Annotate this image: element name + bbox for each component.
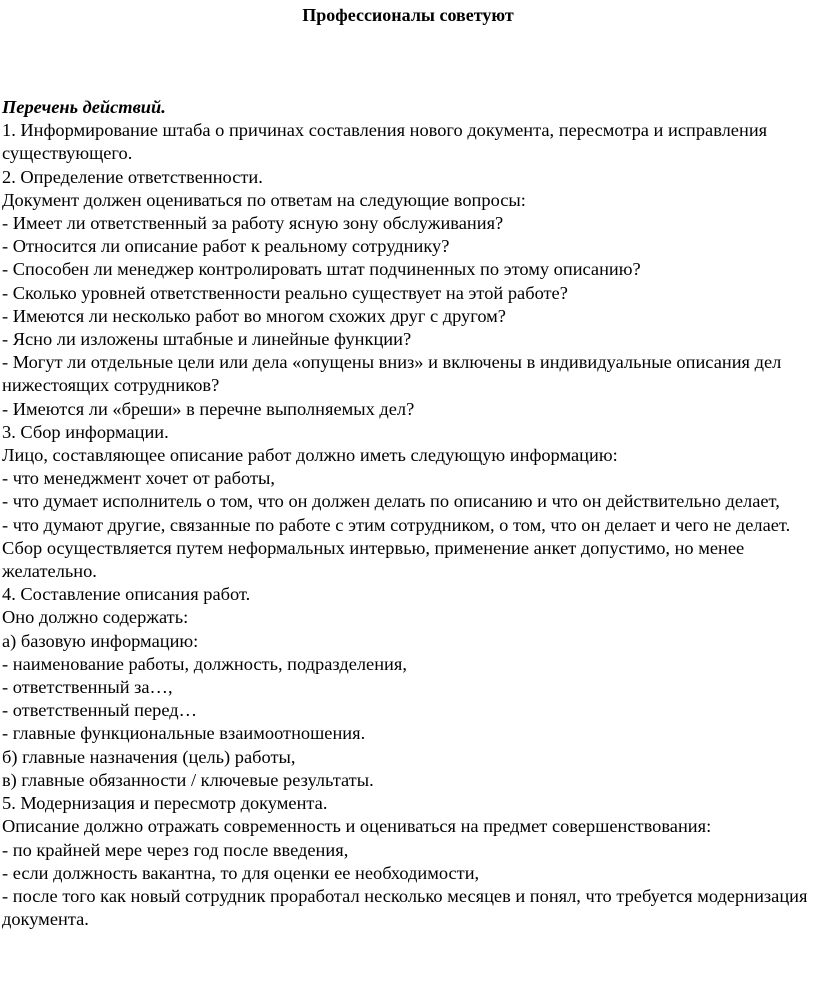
text-line: 5. Модернизация и пересмотр документа. (2, 793, 328, 814)
text-line: - что думают другие, связанные по работе с этим сотрудником, о том, что он делает и чего не делает. (2, 514, 791, 535)
text-line: - ответственный за…, (2, 677, 173, 698)
text-line: - наименование работы, должность, подразделения, (2, 653, 407, 674)
text-line: Документ должен оцениваться по ответам на следующие вопросы: (2, 189, 526, 210)
text-line: - главные функциональные взаимоотношения. (2, 723, 366, 744)
text-line: Лицо, составляющее описание работ должно иметь следующую информацию: (2, 445, 618, 466)
text-line: 3. Сбор информации. (2, 421, 169, 442)
text-line: - Имеются ли несколько работ во многом схожих друг с другом? (2, 305, 506, 326)
document-body (2, 96, 810, 931)
text-line: б) главные назначения (цель) работы, (2, 746, 296, 767)
text-line: - Имеет ли ответственный за работу ясную зону обслуживания? (2, 213, 504, 234)
text-line: - Могут ли отдельные цели или дела «опущены вниз» и включены в индивидуальные описания дел нижестоящих сотрудников? (2, 352, 782, 396)
text-line: 2. Определение ответственности. (2, 166, 263, 187)
text-line: в) главные обязанности / ключевые результаты. (2, 769, 374, 790)
text-line: - что думает исполнитель о том, что он должен делать по описанию и что он действительно делает, (2, 491, 780, 512)
text-line: а) базовую информацию: (2, 630, 199, 651)
text-line: Сбор осуществляется путем неформальных интервью, применение анкет допустимо, но менее желательно. (2, 537, 745, 582)
text-line: - ответственный перед… (2, 700, 197, 721)
text-line: Описание должно отражать современность и оцениваться на предмет совершенствования: (2, 816, 712, 837)
document-title: Профессионалы советуют (302, 5, 514, 25)
text-line: 1. Информирование штаба о причинах составления нового документа, пересмотра и исправления существующего. (2, 120, 768, 164)
text-line: - Имеются ли «бреши» в перечне выполняемых дел? (2, 398, 415, 419)
text-line: - если должность вакантна, то для оценки ее необходимости, (2, 862, 480, 883)
text-line: - что менеджмент хочет от работы, (2, 468, 275, 489)
text-line: Оно должно содержать: (2, 607, 189, 628)
text-line: - Способен ли менеджер контролировать штат подчиненных по этому описанию? (2, 259, 641, 280)
text-line: - Ясно ли изложены штабные и линейные функции? (2, 329, 412, 350)
text-line: - Относится ли описание работ к реальному сотруднику? (2, 236, 450, 257)
text-line: - Сколько уровней ответственности реально существует на этой работе? (2, 282, 568, 303)
text-line: - после того как новый сотрудник проработал несколько месяцев и понял, что требуется модернизация документа. (2, 885, 808, 930)
text-line: 4. Составление описания работ. (2, 584, 251, 605)
text-line: - по крайней мере через год после введения, (2, 839, 349, 860)
section-heading: Перечень действий. (2, 97, 166, 117)
